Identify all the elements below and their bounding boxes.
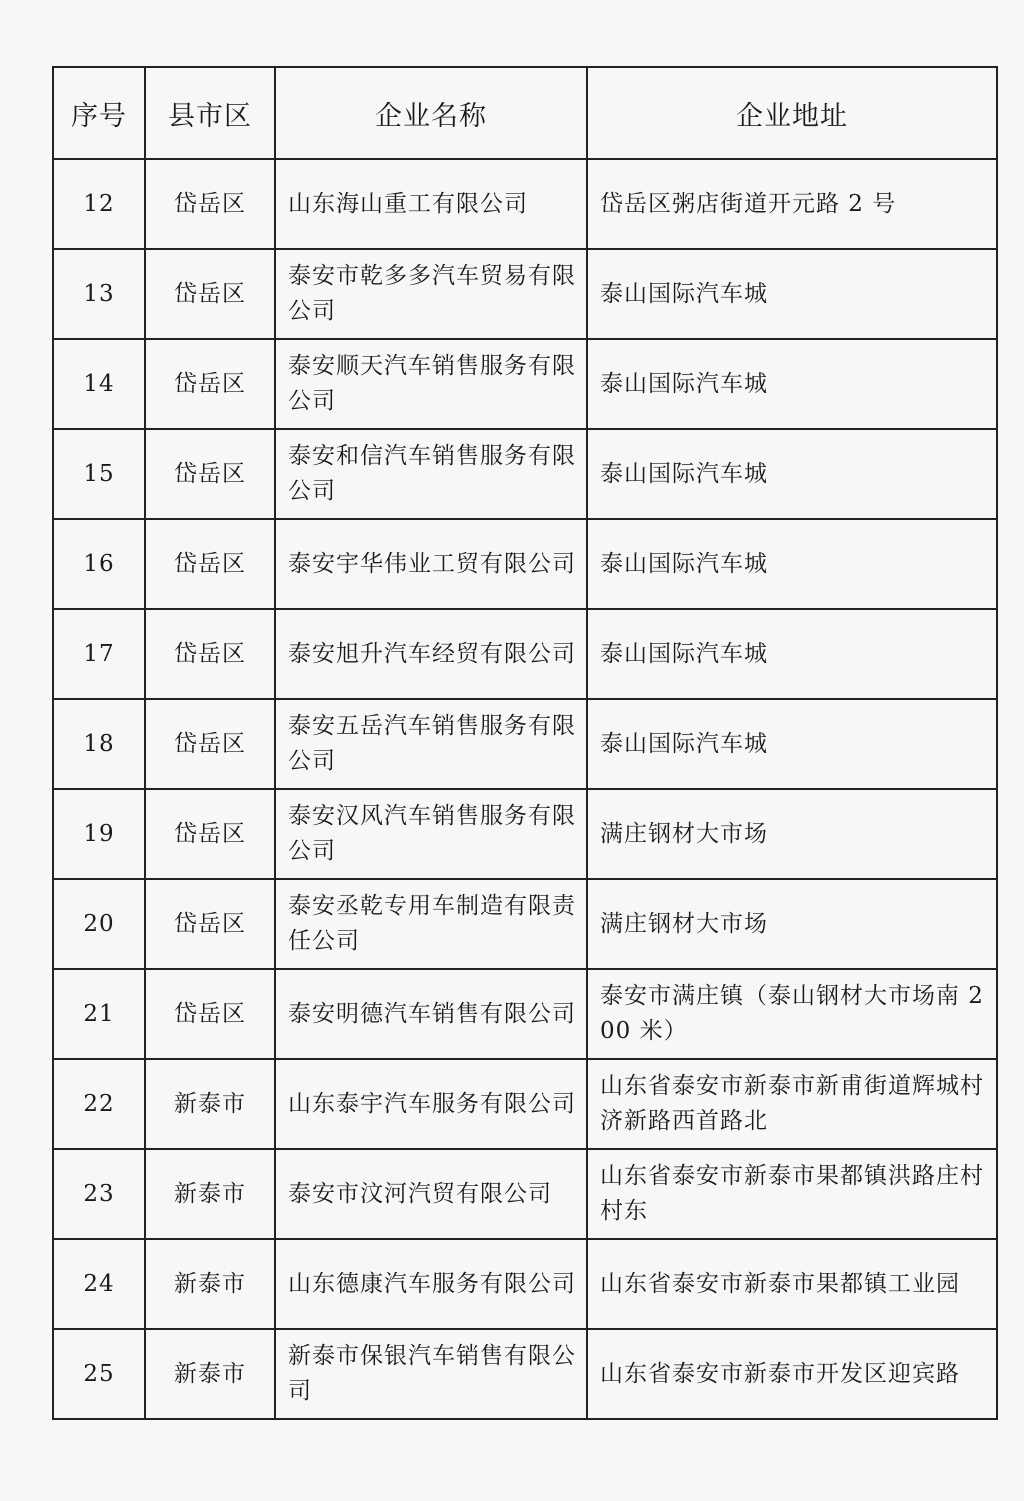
cell-district: 岱岳区 — [145, 159, 275, 249]
cell-company-address: 岱岳区粥店街道开元路 2 号 — [587, 159, 997, 249]
cell-company-address: 泰山国际汽车城 — [587, 609, 997, 699]
cell-company-address: 山东省泰安市新泰市果都镇洪路庄村村东 — [587, 1149, 997, 1239]
cell-company-address: 满庄钢材大市场 — [587, 879, 997, 969]
header-district: 县市区 — [145, 67, 275, 159]
cell-district: 新泰市 — [145, 1239, 275, 1329]
cell-seq: 18 — [53, 699, 145, 789]
cell-district: 岱岳区 — [145, 609, 275, 699]
enterprise-table — [52, 66, 998, 1420]
cell-seq: 25 — [53, 1329, 145, 1419]
cell-company-name: 山东泰宇汽车服务有限公司 — [275, 1059, 587, 1149]
cell-company-name: 泰安市汶河汽贸有限公司 — [275, 1149, 587, 1239]
table-header-row — [53, 67, 997, 159]
cell-district: 岱岳区 — [145, 789, 275, 879]
cell-company-name: 泰安旭升汽车经贸有限公司 — [275, 609, 587, 699]
cell-seq: 22 — [53, 1059, 145, 1149]
cell-company-address: 泰安市满庄镇（泰山钢材大市场南 200 米） — [587, 969, 997, 1059]
cell-seq: 16 — [53, 519, 145, 609]
document-page — [52, 66, 996, 1420]
cell-district: 岱岳区 — [145, 879, 275, 969]
cell-seq: 12 — [53, 159, 145, 249]
cell-company-name: 新泰市保银汽车销售有限公司 — [275, 1329, 587, 1419]
cell-district: 岱岳区 — [145, 969, 275, 1059]
cell-company-name: 泰安明德汽车销售有限公司 — [275, 969, 587, 1059]
table-row — [53, 1059, 997, 1149]
cell-seq: 13 — [53, 249, 145, 339]
cell-company-name: 泰安宇华伟业工贸有限公司 — [275, 519, 587, 609]
cell-company-address: 泰山国际汽车城 — [587, 699, 997, 789]
cell-company-address: 泰山国际汽车城 — [587, 249, 997, 339]
cell-district: 岱岳区 — [145, 339, 275, 429]
cell-company-address: 山东省泰安市新泰市新甫街道辉城村济新路西首路北 — [587, 1059, 997, 1149]
cell-company-address: 山东省泰安市新泰市开发区迎宾路 — [587, 1329, 997, 1419]
cell-company-address: 山东省泰安市新泰市果都镇工业园 — [587, 1239, 997, 1329]
cell-district: 岱岳区 — [145, 429, 275, 519]
cell-company-name: 山东德康汽车服务有限公司 — [275, 1239, 587, 1329]
table-row — [53, 1329, 997, 1419]
table-row — [53, 1149, 997, 1239]
cell-seq: 14 — [53, 339, 145, 429]
table-row — [53, 609, 997, 699]
cell-seq: 19 — [53, 789, 145, 879]
cell-company-address: 泰山国际汽车城 — [587, 519, 997, 609]
table-row — [53, 249, 997, 339]
cell-company-name: 泰安汉风汽车销售服务有限公司 — [275, 789, 587, 879]
table-row — [53, 159, 997, 249]
cell-seq: 20 — [53, 879, 145, 969]
cell-company-name: 山东海山重工有限公司 — [275, 159, 587, 249]
header-seq: 序号 — [53, 67, 145, 159]
table-row — [53, 339, 997, 429]
header-company-address: 企业地址 — [587, 67, 997, 159]
cell-district: 新泰市 — [145, 1149, 275, 1239]
table-row — [53, 699, 997, 789]
table-row — [53, 879, 997, 969]
table-row — [53, 789, 997, 879]
cell-company-name: 泰安和信汽车销售服务有限公司 — [275, 429, 587, 519]
cell-company-address: 泰山国际汽车城 — [587, 429, 997, 519]
cell-district: 新泰市 — [145, 1329, 275, 1419]
header-company-name: 企业名称 — [275, 67, 587, 159]
cell-company-name: 泰安市乾多多汽车贸易有限公司 — [275, 249, 587, 339]
table-row — [53, 1239, 997, 1329]
cell-district: 岱岳区 — [145, 519, 275, 609]
cell-company-name: 泰安丞乾专用车制造有限责任公司 — [275, 879, 587, 969]
cell-district: 岱岳区 — [145, 699, 275, 789]
cell-company-address: 满庄钢材大市场 — [587, 789, 997, 879]
cell-company-name: 泰安顺天汽车销售服务有限公司 — [275, 339, 587, 429]
cell-district: 新泰市 — [145, 1059, 275, 1149]
cell-district: 岱岳区 — [145, 249, 275, 339]
cell-seq: 24 — [53, 1239, 145, 1329]
cell-seq: 21 — [53, 969, 145, 1059]
table-body — [53, 159, 997, 1419]
cell-company-address: 泰山国际汽车城 — [587, 339, 997, 429]
table-row — [53, 519, 997, 609]
table-row — [53, 969, 997, 1059]
cell-company-name: 泰安五岳汽车销售服务有限公司 — [275, 699, 587, 789]
cell-seq: 17 — [53, 609, 145, 699]
table-row — [53, 429, 997, 519]
cell-seq: 15 — [53, 429, 145, 519]
cell-seq: 23 — [53, 1149, 145, 1239]
